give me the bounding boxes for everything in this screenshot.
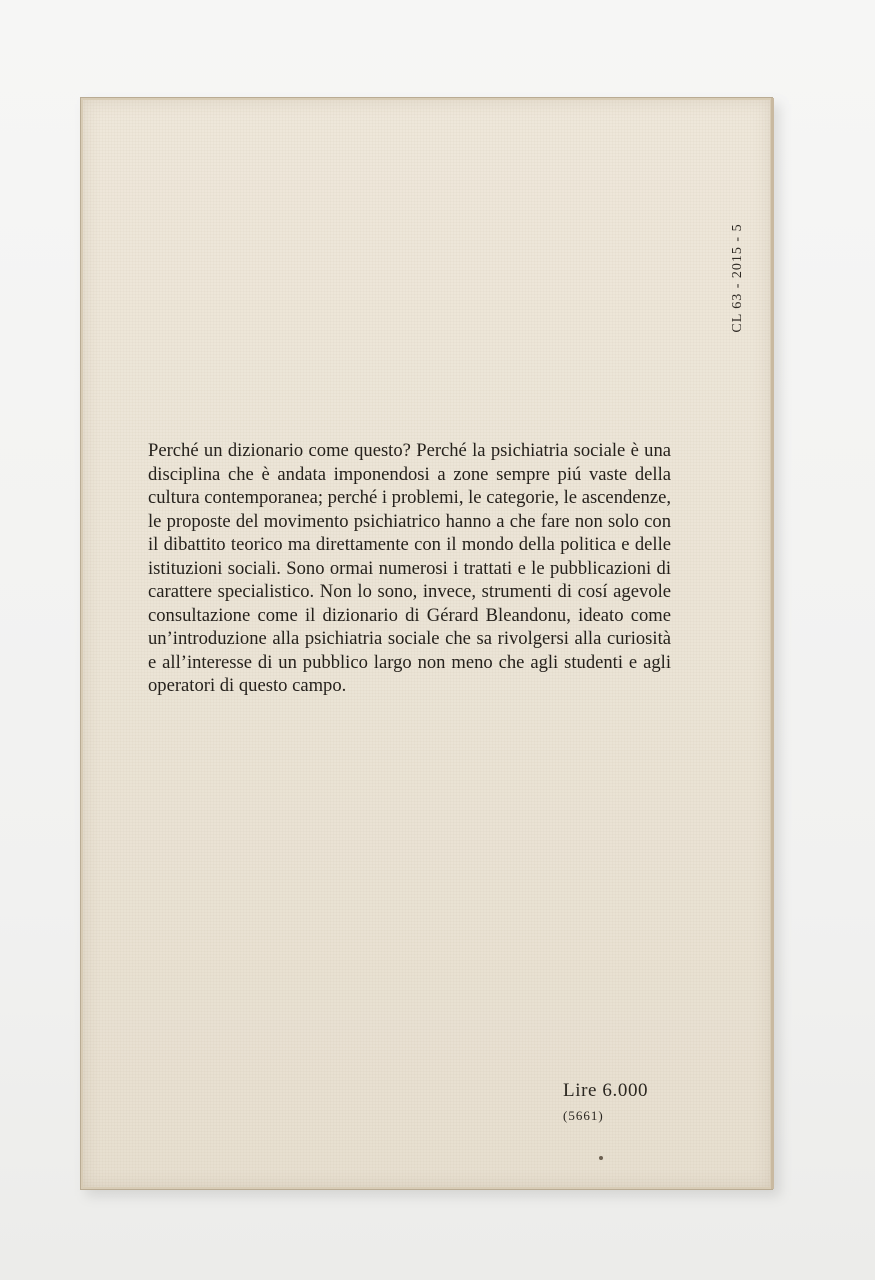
book-back-cover — [80, 97, 773, 1190]
cover-blurb: Perché un dizionario come questo? Perché la psichiatria sociale è una disciplina che è andata imponendosi a zone sempre piú vaste della cultura contemporanea; perché i problemi, le categorie, le ascendenze, le proposte del movimento psichiatrico hanno a che fare non solo con il dibattito teorico ma direttamente con il mondo della politica e delle istituzioni sociali. Sono ormai numerosi i trattati e le pubblicazioni di carattere specialistico. Non lo sono, invece, strumenti di cosí agevole consultazione come il dizionario di Gérard Bleandonu, ideato come un’introduzione alla psichiatria sociale che sa rivolgersi alla curiosità e all’interesse di un pubblico largo non meno che agli studenti e agli operatori di questo campo. — [148, 440, 671, 696]
ink-dot — [599, 1156, 603, 1160]
catalog-code-text: CL 63 - 2015 - 5 — [730, 223, 745, 333]
catalog-number: (5661) — [563, 1108, 604, 1123]
price-label: Lire 6.000 — [563, 1080, 649, 1101]
